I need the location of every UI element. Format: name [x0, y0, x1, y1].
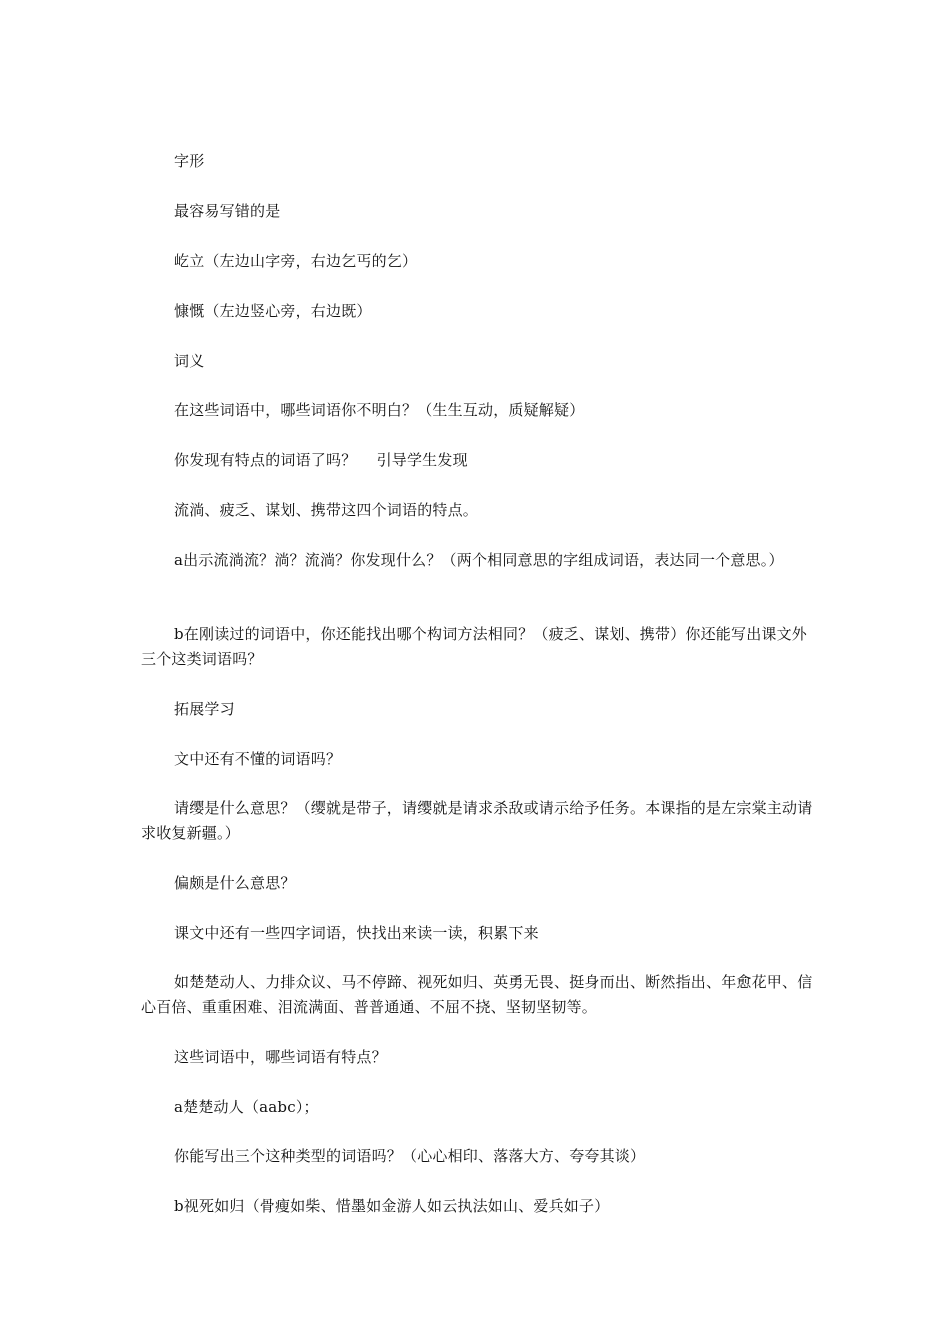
paragraph: a楚楚动人（aabc）；: [174, 1098, 319, 1116]
paragraph: a出示流淌流？淌？流淌？你发现什么？（两个相同意思的字组成词语，表达同一个意思。）: [174, 551, 784, 569]
paragraph: 屹立（左边山字旁，右边乞丐的乞）: [174, 252, 418, 270]
heading-tuozhan: 拓展学习: [174, 700, 235, 718]
heading-zixing: 字形: [174, 152, 205, 170]
paragraph: 文中还有不懂的词语吗？: [174, 750, 342, 768]
paragraph: 流淌、疲乏、谋划、携带这四个词语的特点。: [174, 501, 479, 519]
paragraph: b在刚读过的词语中，你还能找出哪个构词方法相同？（疲乏、谋划、携带）你还能写出课文外三个这类词语吗？: [141, 625, 808, 668]
heading-ciyi: 词义: [174, 352, 205, 370]
paragraph: 如楚楚动人、力排众议、马不停蹄、视死如归、英勇无畏、挺身而出、断然指出、年愈花甲、信心百倍、重重困难、泪流满面、普普通通、不屈不挠、坚韧坚韧等。: [141, 973, 813, 1016]
paragraph: 这些词语中，哪些词语有特点？: [174, 1048, 387, 1066]
paragraph: 在这些词语中，哪些词语你不明白？（生生互动，质疑解疑）: [174, 401, 585, 419]
paragraph: 课文中还有一些四字词语，快找出来读一读，积累下来: [174, 924, 539, 942]
paragraph: 请缨是什么意思？（缨就是带子，请缨就是请求杀敌或请示给予任务。本课指的是左宗棠主动请求收复新疆。）: [141, 799, 813, 842]
paragraph: 你能写出三个这种类型的词语吗？（心心相印、落落大方、夸夸其谈）: [174, 1147, 646, 1165]
paragraph: 偏颇是什么意思？: [174, 874, 296, 892]
paragraph: 最容易写错的是: [174, 202, 281, 220]
paragraph: b视死如归（骨瘦如柴、惜墨如金游人如云执法如山、爱兵如子）: [174, 1197, 610, 1215]
paragraph: 慷慨（左边竖心旁，右边既）: [174, 302, 372, 320]
paragraph: 你发现有特点的词语了吗？ 引导学生发现: [174, 451, 468, 469]
